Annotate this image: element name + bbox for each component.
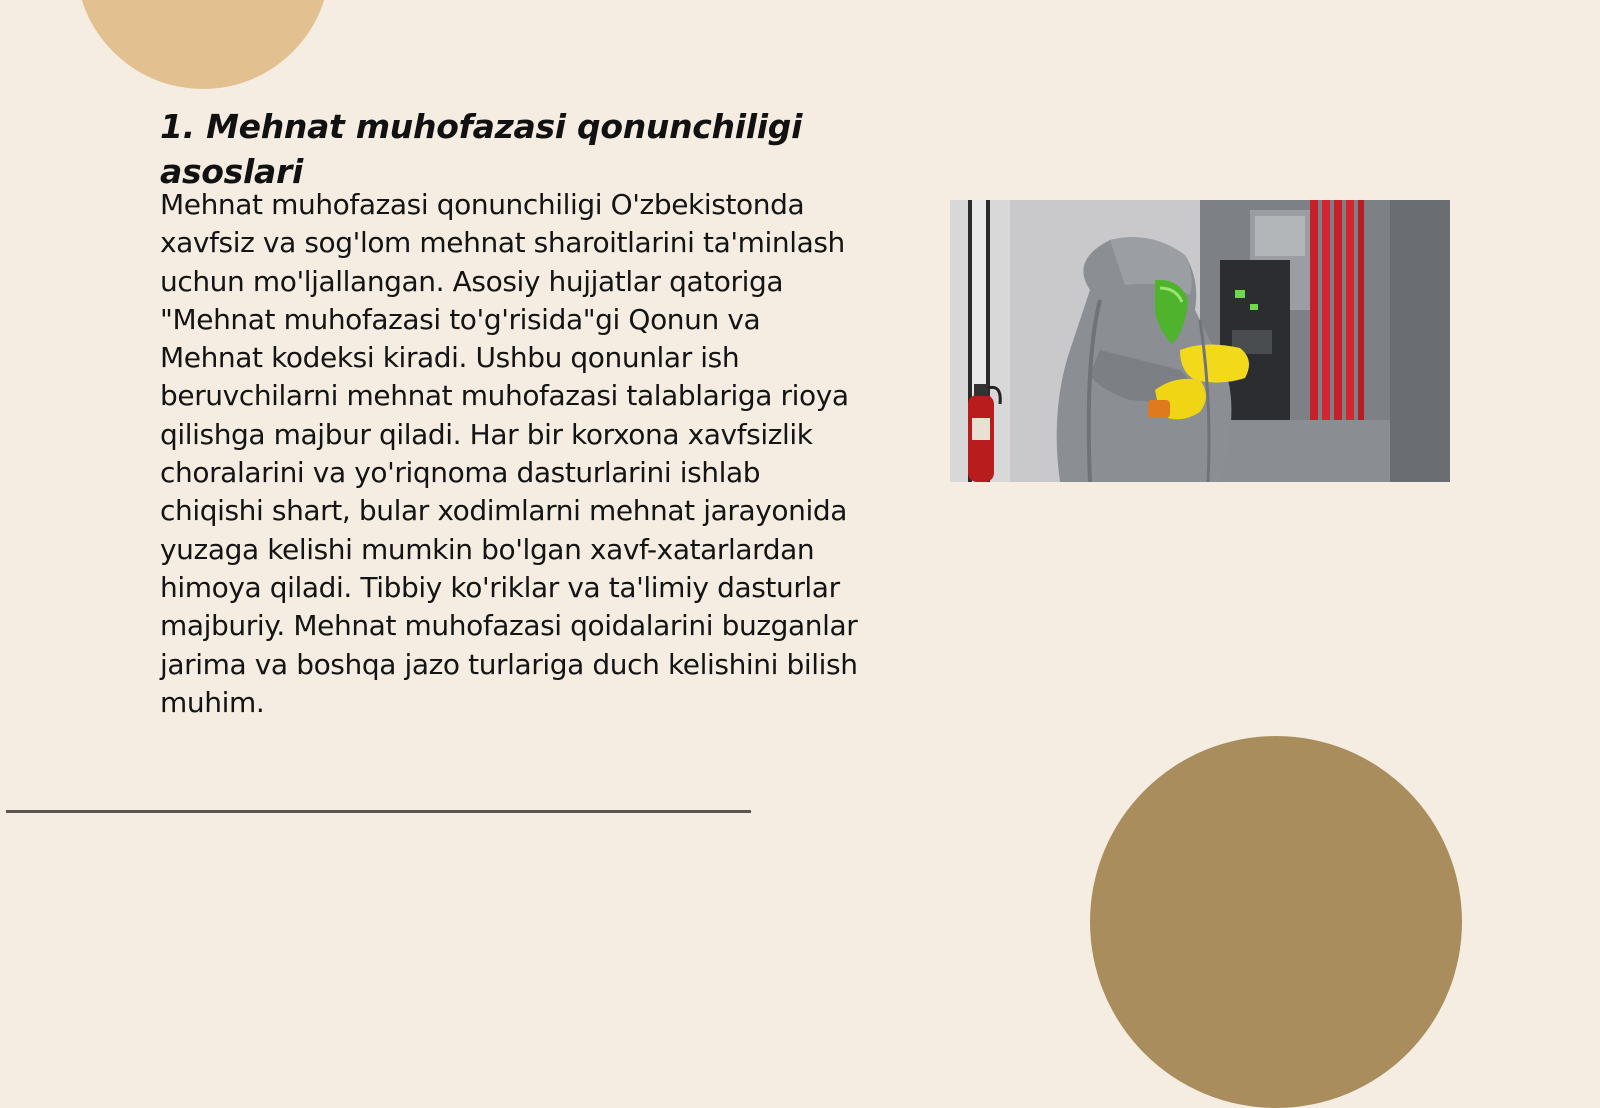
decorative-circle-bottom (1090, 736, 1462, 1108)
decorative-circle-top (76, 0, 330, 89)
divider-line (6, 810, 751, 813)
slide-body-text: Mehnat muhofazasi qonunchiligi O'zbekistonda xavfsiz va sog'lom mehnat sharoitlarini ta'minlash uchun mo'ljallangan. Asosiy hujjatlar qatoriga "Mehnat muhofazasi to'g'risida"gi Qonun va Mehnat kodeksi kiradi. Ushbu qonunlar ish beruvchilarni mehnat muhofazasi talablariga rioya qilishga majbur qiladi. Har bir korxona xavfsizlik choralarini va yo'riqnoma dasturlarini ishlab chiqishi shart, bular xodimlarni mehnat jarayonida yuzaga kelishi mumkin bo'lgan xavf-xatarlardan himoya qiladi. Tibbiy ko'riklar va ta'limiy dasturlar majburiy. Mehnat muhofazasi qoidalarini buzganlar jarima va boshqa jazo turlariga duch kelishini bilish muhim. (160, 188, 858, 719)
slide-title: 1. Mehnat muhofazasi qonunchiligi asoslari (160, 107, 803, 191)
worker-electrical-panel-photo (950, 200, 1450, 482)
